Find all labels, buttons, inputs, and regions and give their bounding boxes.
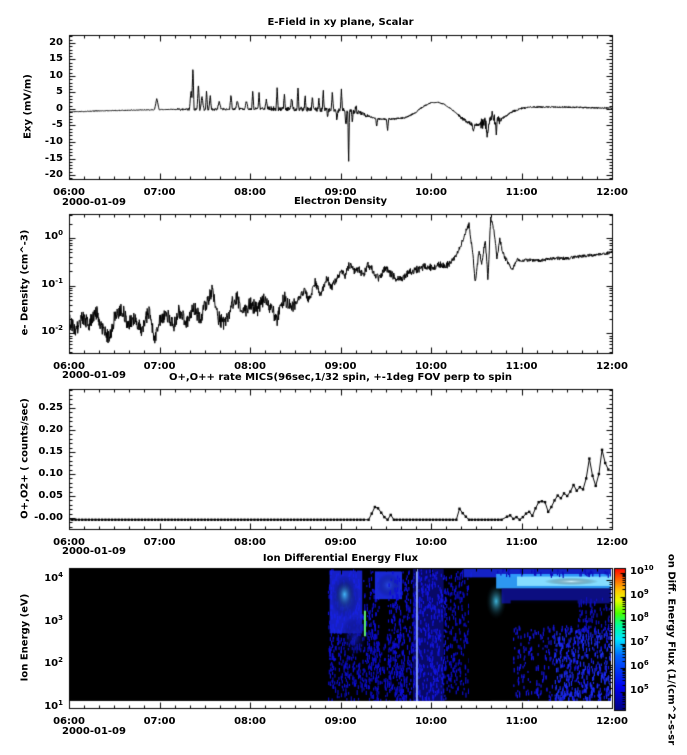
x-tick-label: 07:00: [143, 361, 176, 372]
panel3-title: O+,O++ rate MICS(96sec,1/32 spin, +-1deg FOV perp to spin: [168, 372, 513, 383]
y-tick-label: -5: [51, 119, 63, 130]
x-tick-label: 06:00: [53, 537, 85, 548]
colorbar-tick-label: $10^7$: [630, 635, 649, 648]
colorbar-label: on Diff. Energy Flux (1/(cm^2-s-sr: [665, 553, 677, 746]
y-tick-label: 0: [56, 103, 63, 114]
panel1-y-axis-label: Exy (mV/m): [22, 74, 34, 139]
y-tick-label: -20: [44, 169, 63, 180]
y-tick-label: $10^1$: [44, 699, 63, 712]
panel2-y-axis-label: e- Density (cm^-3): [19, 229, 31, 336]
colorbar-tick-label: $10^{10}$: [630, 564, 654, 577]
y-tick-label: -0.00: [34, 512, 63, 523]
x-tick-label: 09:00: [324, 187, 357, 198]
x-tick-label: 07:00: [143, 537, 176, 548]
x-tick-label: 08:00: [234, 361, 266, 372]
panel3-date-label: 2000-01-09: [62, 546, 126, 557]
y-tick-label: 0.05: [38, 490, 63, 501]
y-tick-label: 0.25: [38, 402, 63, 413]
x-tick-label: 11:00: [505, 361, 538, 372]
y-tick-label: 5: [56, 86, 63, 97]
panel2-date-label: 2000-01-09: [62, 370, 126, 381]
x-tick-label: 06:00: [53, 187, 85, 198]
x-tick-label: 09:00: [324, 537, 357, 548]
x-tick-label: 06:00: [53, 361, 85, 372]
x-tick-label: 10:00: [415, 716, 447, 727]
x-tick-label: 09:00: [324, 716, 357, 727]
y-tick-label: 15: [49, 53, 63, 64]
y-tick-label: 0.15: [38, 446, 63, 457]
panel2-title: Electron Density: [293, 196, 388, 207]
colorbar-tick-label: $10^8$: [630, 611, 649, 624]
y-tick-label: $10^{-1}$: [41, 277, 63, 290]
x-tick-label: 12:00: [596, 716, 628, 727]
y-tick-label: -15: [44, 153, 63, 164]
x-tick-label: 12:00: [596, 361, 628, 372]
x-tick-label: 12:00: [596, 537, 628, 548]
x-tick-label: 09:00: [324, 361, 357, 372]
panel1-title: E-Field in xy plane, Scalar: [267, 17, 414, 28]
panel3-y-axis-label: O+,O2+ ( counts/sec): [19, 398, 31, 519]
panel4-title: Ion Differential Energy Flux: [262, 553, 419, 564]
x-tick-label: 10:00: [415, 361, 447, 372]
colorbar-tick-label: $10^5$: [630, 683, 649, 696]
y-tick-label: $10^4$: [44, 571, 63, 584]
x-tick-label: 08:00: [234, 187, 266, 198]
y-tick-label: $10^0$: [44, 229, 63, 242]
x-tick-label: 08:00: [234, 537, 266, 548]
x-tick-label: 11:00: [505, 716, 538, 727]
y-tick-label: $10^3$: [44, 614, 63, 627]
x-tick-label: 11:00: [505, 187, 538, 198]
y-tick-label: $10^{-2}$: [41, 324, 63, 337]
y-tick-label: 0.20: [38, 424, 63, 435]
colorbar-tick-label: $10^9$: [630, 588, 649, 601]
x-tick-label: 10:00: [415, 187, 447, 198]
panel4-date-label: 2000-01-09: [62, 726, 126, 737]
y-tick-label: 10: [49, 70, 63, 81]
x-tick-label: 07:00: [143, 187, 176, 198]
x-tick-label: 06:00: [53, 716, 85, 727]
x-tick-label: 07:00: [143, 716, 176, 727]
y-tick-label: 0.10: [38, 468, 63, 479]
panel4-y-axis-label: Ion Energy (eV): [19, 593, 31, 682]
y-tick-label: $10^2$: [44, 656, 63, 669]
x-tick-label: 08:00: [234, 716, 266, 727]
y-tick-label: 20: [49, 37, 63, 48]
x-tick-label: 10:00: [415, 537, 447, 548]
x-tick-label: 11:00: [505, 537, 538, 548]
panel1-date-label: 2000-01-09: [62, 197, 126, 208]
x-tick-label: 12:00: [596, 187, 628, 198]
y-tick-label: -10: [44, 136, 63, 147]
colorbar-tick-label: $10^6$: [630, 659, 649, 672]
